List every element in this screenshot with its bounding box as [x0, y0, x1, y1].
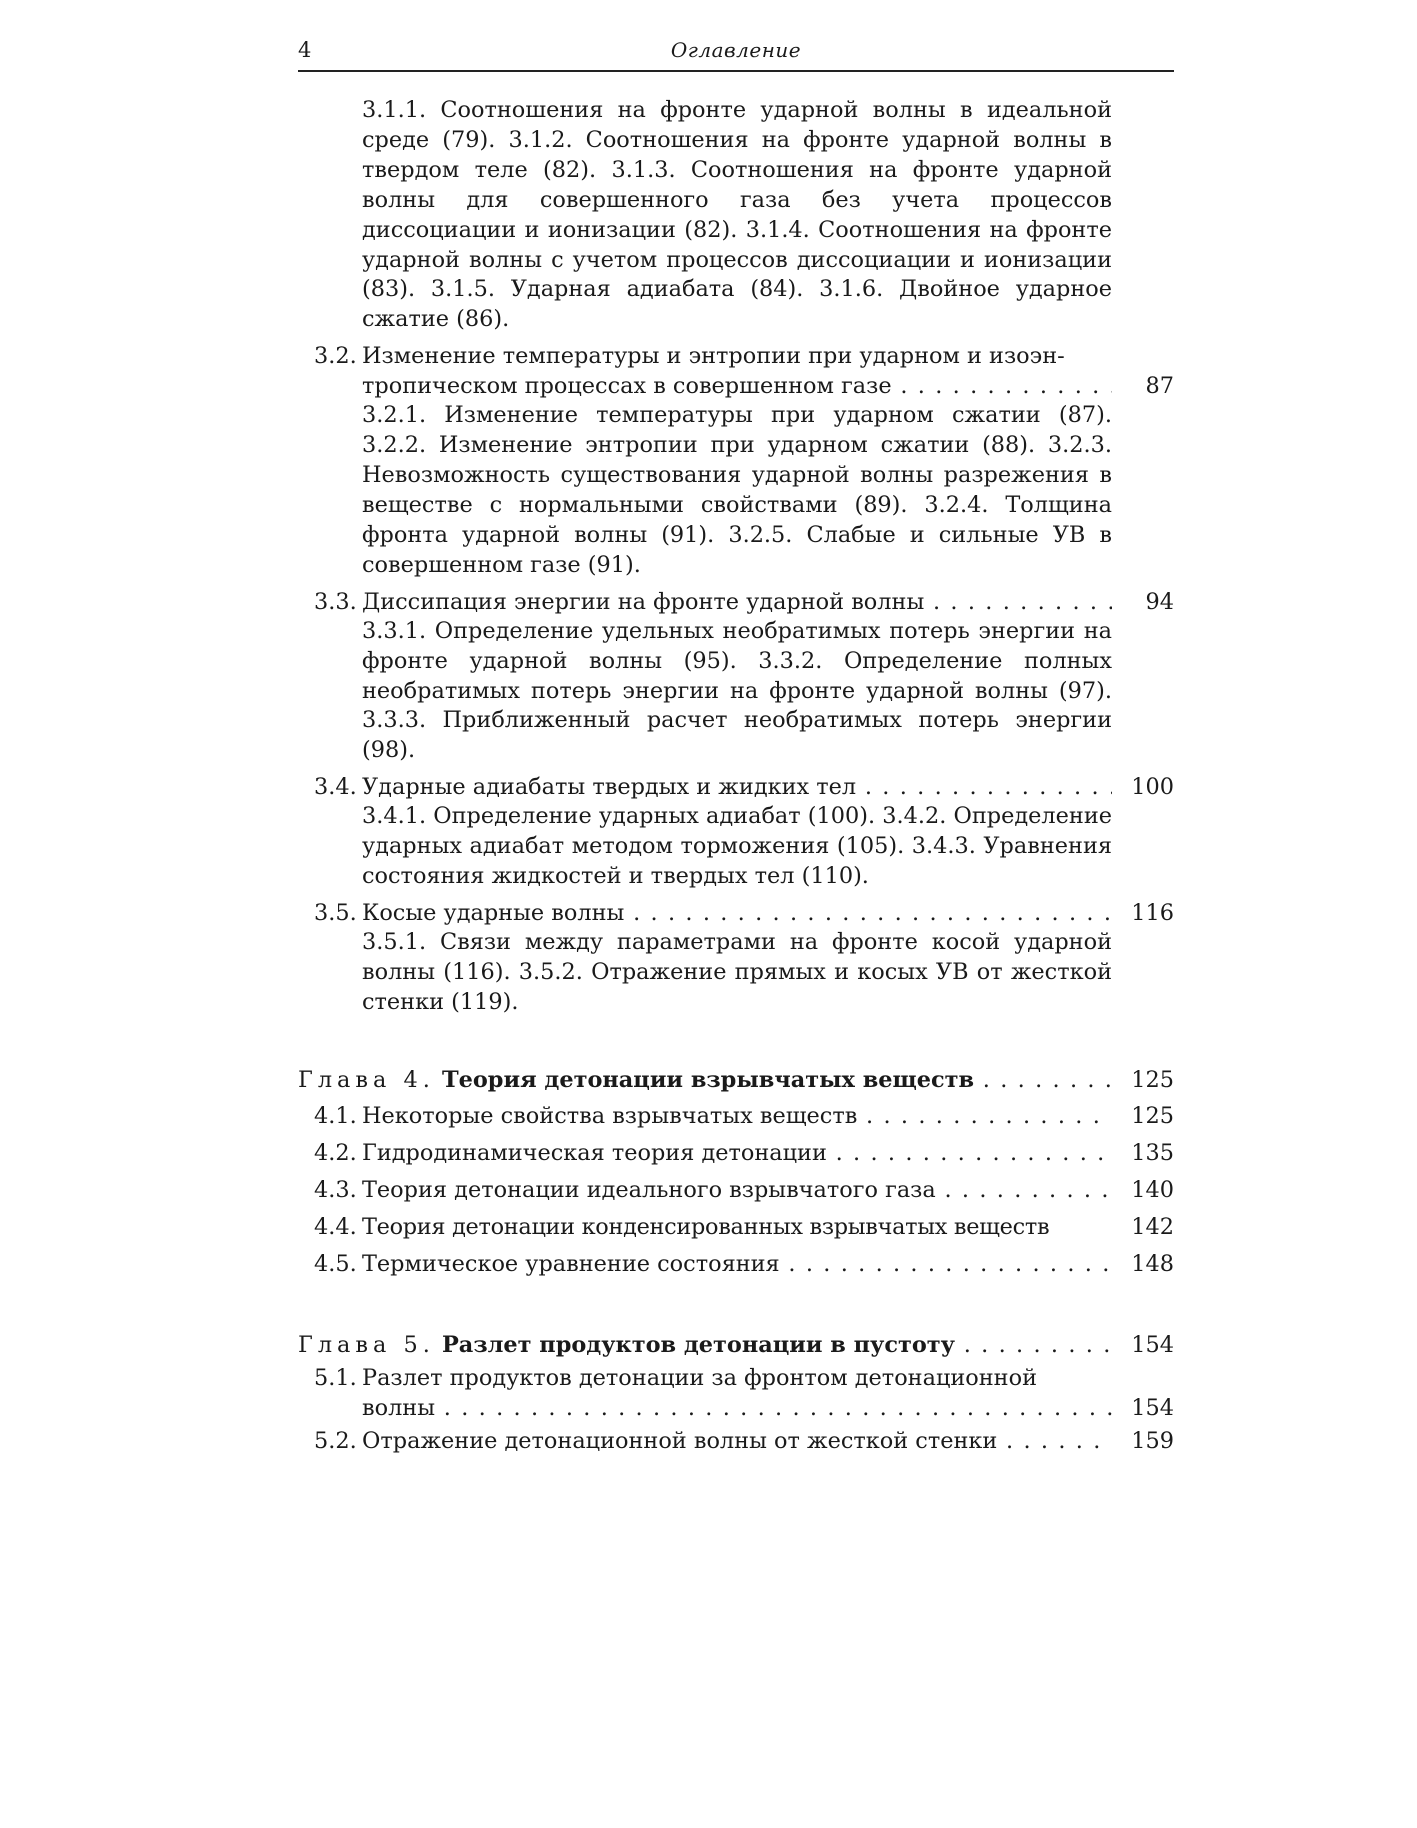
toc-entry-3-2[interactable] [298, 341, 1174, 371]
entry-number: 4.3. [314, 1176, 357, 1203]
entry-number: 5.2. [314, 1427, 357, 1454]
dot-leader [936, 1177, 1112, 1203]
page-ref: 87 [1145, 373, 1174, 400]
subsection-text: 3.1.1. Соотношения на фронте ударной волны в идеальной среде (79). 3.1.2. Соотношения на фронте ударной волны в твердом теле (82). 3.1.3. Соотношения на фронте ударной волны для совершенного газа без учета процессов диссоциации и ионизации (82). 3.1.4. Соотношения на фронте ударной волны с учетом процессов диссоциации и ионизации (83). 3.1.5. Ударная адиабата (84). 3.1.6. Двойное ударное сжатие (86). [362, 97, 1112, 333]
entry-title-cont: волны [362, 1394, 436, 1421]
page-number: 4 [298, 38, 312, 62]
toc-entry-3-4[interactable] [298, 772, 1174, 802]
dot-leader [435, 1395, 1112, 1421]
page-header [298, 38, 1174, 72]
chapter-label: Глава 4. [298, 1066, 435, 1093]
dot-leader [856, 774, 1112, 800]
chapter-title: Разлет продуктов детонации в пустоту [441, 1331, 956, 1358]
entry-number: 3.2. [314, 343, 357, 370]
page-ref: 125 [1131, 1066, 1174, 1093]
subsection-text: 3.5.1. Связи между параметрами на фронте косой ударной волны (116). 3.5.2. Отражение прямых и косых УВ от жесткой стенки (119). [362, 928, 1112, 1015]
toc-chapter-4[interactable] [298, 1062, 1174, 1098]
toc-entry-5-1-cont[interactable] [298, 1393, 1174, 1423]
page-ref: 154 [1131, 1331, 1174, 1358]
toc-entry-5-2[interactable] [298, 1423, 1174, 1460]
page-ref: 116 [1131, 899, 1174, 926]
page-ref: 148 [1131, 1250, 1174, 1277]
dot-leader [924, 589, 1112, 615]
page-ref: 125 [1131, 1102, 1174, 1129]
entry-title: Косые ударные волны [362, 899, 625, 926]
running-title: Оглавление [670, 38, 802, 62]
dot-leader [857, 1103, 1112, 1129]
dot-leader [997, 1428, 1112, 1454]
subsection-text: 3.3.1. Определение удельных необратимых потерь энергии на фронте ударной волны (95). 3.3.2. Определение полных необратимых потерь энергии на фронте ударной волны (97). 3.3.3. Приближенный расчет необратимых потерь энергии (98). [362, 617, 1112, 764]
entry-number: 4.1. [314, 1102, 357, 1129]
toc-entry-3-5[interactable] [298, 898, 1174, 928]
entry-title: Диссипация энергии на фронте ударной волны [362, 588, 925, 615]
toc-content [298, 96, 1174, 1460]
entry-number: 4.2. [314, 1139, 357, 1166]
page-ref: 154 [1131, 1394, 1174, 1421]
sec-3-3-subsections [298, 617, 1174, 767]
dot-leader [827, 1140, 1112, 1166]
toc-chapter-5[interactable] [298, 1327, 1174, 1363]
sec-3-5-subsections [298, 928, 1174, 1018]
toc-entry-4-4[interactable] [298, 1209, 1174, 1246]
page-ref: 140 [1131, 1176, 1174, 1203]
entry-number: 3.5. [314, 899, 357, 926]
dot-leader [780, 1251, 1112, 1277]
dot-leader [955, 1332, 1112, 1358]
entry-number: 4.4. [314, 1213, 357, 1240]
entry-title: Изменение температуры и энтропии при ударном и изоэн- [362, 343, 1065, 370]
toc-entry-4-5[interactable] [298, 1246, 1174, 1283]
chapter-title: Теория детонации взрывчатых веществ [441, 1066, 975, 1093]
page-ref: 159 [1131, 1427, 1174, 1454]
page-ref: 135 [1131, 1139, 1174, 1166]
page-ref: 94 [1145, 588, 1174, 615]
entry-title: Термическое уравнение состояния [362, 1250, 780, 1277]
dot-leader [624, 900, 1112, 926]
entry-title: Разлет продуктов детонации за фронтом детонационной [362, 1364, 1037, 1391]
toc-entry-5-1[interactable] [298, 1363, 1174, 1393]
entry-title: Теория детонации идеального взрывчатого газа [362, 1176, 936, 1203]
entry-title: Некоторые свойства взрывчатых веществ [362, 1102, 858, 1129]
toc-entry-4-3[interactable] [298, 1172, 1174, 1209]
subsection-text: 3.4.1. Определение ударных адиабат (100). 3.4.2. Определение ударных адиабат методом торможения (105). 3.4.3. Уравнения состояния жидкостей и твердых тел (110). [362, 803, 1112, 890]
subsection-text: 3.2.1. Изменение температуры при ударном сжатии (87). 3.2.2. Изменение энтропии при ударном сжатии (88). 3.2.3. Невозможность существования ударной волны разрежения в веществе с нормальными свойствами (89). 3.2.4. Толщина фронта ударной волны (91). 3.2.5. Слабые и сильные УВ в совершенном газе (91). [362, 402, 1112, 578]
entry-title: Ударные адиабаты твердых и жидких тел [362, 774, 857, 801]
entry-number: 3.4. [314, 774, 357, 801]
dot-leader [974, 1067, 1112, 1093]
page-ref: 142 [1131, 1213, 1174, 1240]
toc-entry-3-3[interactable] [298, 587, 1174, 617]
chapter-label: Глава 5. [298, 1331, 435, 1358]
entry-title: Отражение детонационной волны от жесткой стенки [362, 1427, 998, 1454]
toc-entry-4-1[interactable] [298, 1098, 1174, 1135]
sec-3-1-subsections [298, 96, 1174, 335]
toc-entry-3-2-cont[interactable] [298, 371, 1174, 401]
toc-entry-4-2[interactable] [298, 1135, 1174, 1172]
page-ref: 100 [1131, 774, 1174, 801]
entry-title: Теория детонации конденсированных взрывчатых веществ [362, 1213, 1050, 1240]
sec-3-4-subsections [298, 802, 1174, 892]
dot-leader [892, 373, 1112, 399]
entry-number: 3.3. [314, 588, 357, 615]
entry-title-cont: тропическом процессах в совершенном газе [362, 373, 892, 400]
entry-number: 4.5. [314, 1250, 357, 1277]
entry-number: 5.1. [314, 1364, 357, 1391]
sec-3-2-subsections [298, 401, 1174, 580]
entry-title: Гидродинамическая теория детонации [362, 1139, 827, 1166]
